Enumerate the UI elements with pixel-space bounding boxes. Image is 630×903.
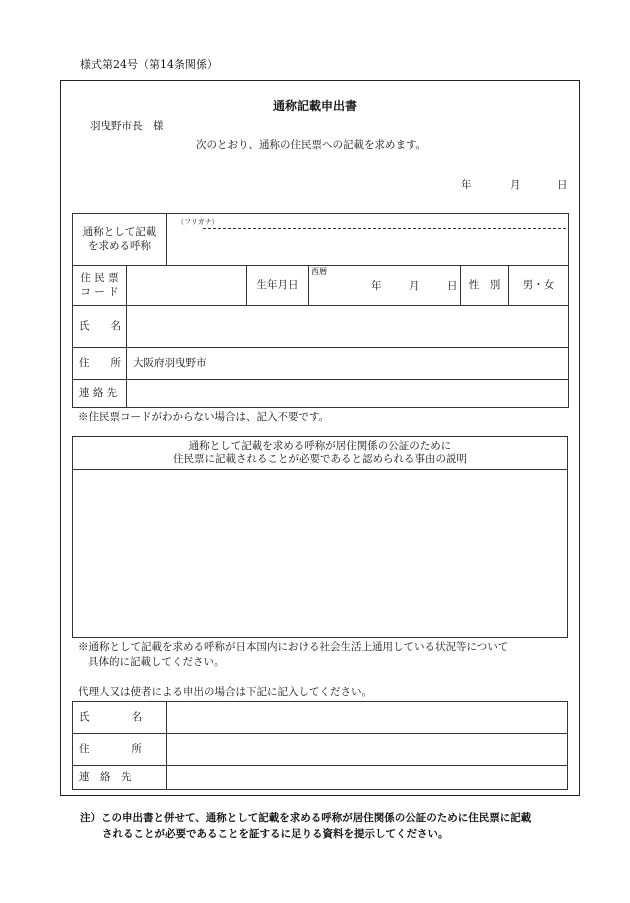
tsusho-label-line-2: を求める呼称 <box>88 239 151 252</box>
sex-label-cell: 性 別 <box>461 266 509 306</box>
agent-table <box>72 701 568 790</box>
tsusho-label-cell <box>73 214 167 266</box>
contact-input-cell[interactable] <box>127 380 569 408</box>
agent-address-label: 住 所 <box>79 742 142 755</box>
contact-label-cell <box>73 380 127 408</box>
applicant-table <box>72 213 569 408</box>
name-label-cell <box>73 306 127 348</box>
agent-contact-row <box>73 766 568 790</box>
address-label: 住 所 <box>79 356 121 369</box>
address-input-cell[interactable] <box>127 348 569 380</box>
reason-input-cell[interactable] <box>73 470 568 638</box>
name-row <box>73 306 569 348</box>
address-value: 大阪府羽曳野市 <box>133 356 207 369</box>
reason-header-line-1: 通称として記載を求める呼称が居住関係の公証のために <box>188 439 452 452</box>
footnote-line-1: 注）この申出書と併せて、通称として記載を求める呼称が居住関係の公証のために住民票に記載 <box>80 812 532 824</box>
tsusho-label-line-1: 通称として記載 <box>82 226 157 239</box>
birth-input-cell[interactable] <box>309 266 461 306</box>
code-label-line-1: 住 民 票 <box>80 272 119 285</box>
code-row <box>73 266 569 306</box>
agent-address-row <box>73 734 568 766</box>
form-number: 様式第24号（第14条関係） <box>80 58 218 71</box>
birth-year-label: 年 <box>371 280 382 292</box>
reason-table <box>72 436 568 638</box>
date-month-label: 月 <box>510 179 521 191</box>
contact-label: 連 絡 先 <box>79 386 118 399</box>
reason-header-cell <box>73 437 568 470</box>
code-label-line-2: コ ー ド <box>80 285 119 298</box>
tsusho-input-cell[interactable] <box>167 214 569 266</box>
code-input-cell[interactable] <box>127 266 247 306</box>
agent-address-input-cell[interactable] <box>167 734 568 766</box>
date-day-label: 日 <box>557 179 568 191</box>
agent-name-row <box>73 702 568 734</box>
reason-note-line-1: ※通称として記載を求める呼称が日本国内における社会生活上通用している状況等について <box>78 641 509 653</box>
contact-row <box>73 380 569 408</box>
reason-body-row <box>73 470 568 638</box>
agent-name-label-cell <box>73 702 167 734</box>
agent-contact-label: 連 絡 先 <box>79 770 132 783</box>
intro-text: 次のとおり、通称の住民票への記載を求めます。 <box>196 139 427 151</box>
page-title: 通称記載申出書 <box>272 99 357 113</box>
name-input-cell[interactable] <box>127 306 569 348</box>
furigana-label: （フリガナ） <box>177 218 219 226</box>
address-label-cell <box>73 348 127 380</box>
agent-contact-label-cell <box>73 766 167 790</box>
agent-address-label-cell <box>73 734 167 766</box>
agent-contact-input-cell[interactable] <box>167 766 568 790</box>
tsusho-row <box>73 214 569 266</box>
agent-name-label: 氏 名 <box>79 710 142 723</box>
agent-name-input-cell[interactable] <box>167 702 568 734</box>
code-note: ※住民票コードがわからない場合は、記入不要です。 <box>78 411 330 423</box>
reason-note-line-2: 具体的に記載してください。 <box>88 656 225 668</box>
date-year-label: 年 <box>461 179 472 191</box>
code-label-cell <box>73 266 127 306</box>
address-row <box>73 348 569 380</box>
agent-intro: 代理人又は使者による申出の場合は下記に記入してください。 <box>78 686 372 698</box>
birth-month-label: 月 <box>409 280 420 292</box>
furigana-divider <box>203 228 566 229</box>
birth-day-label: 日 <box>447 280 458 292</box>
addressee: 羽曳野市長 様 <box>90 120 164 132</box>
sex-value-cell[interactable]: 男・女 <box>509 266 569 306</box>
era-label: 西暦 <box>311 267 327 276</box>
birth-label-cell: 生年月日 <box>247 266 309 306</box>
footnote-line-2: されることが必要であることを証するに足りる資料を提示してください。 <box>102 828 449 840</box>
reason-header-row <box>73 437 568 470</box>
name-label: 氏 名 <box>79 319 121 332</box>
reason-header-line-2: 住民票に記載されることが必要であると認められる事由の説明 <box>173 453 467 465</box>
